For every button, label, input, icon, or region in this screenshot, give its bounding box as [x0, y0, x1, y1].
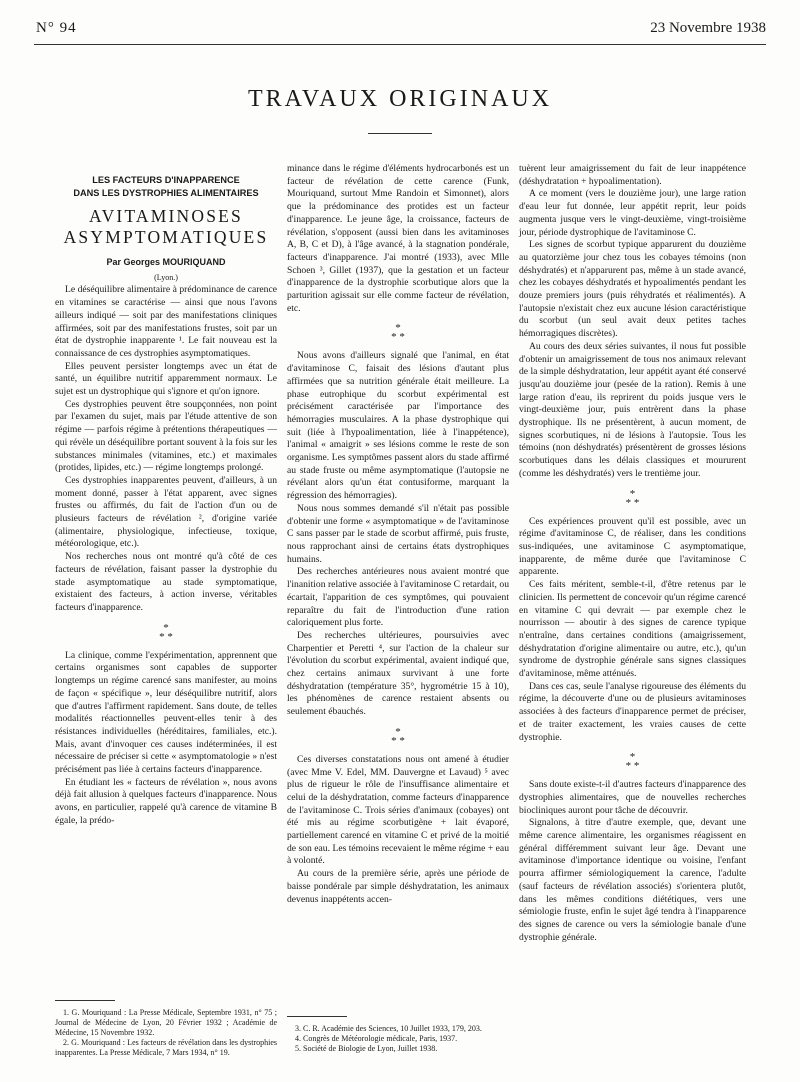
separator-star: * — [395, 322, 401, 335]
separator-star: * — [629, 487, 636, 500]
running-header — [36, 18, 766, 44]
paragraph: Dans ces cas, seule l'analyse rigoureuse des éléments du régime, la découverte d'une ou de plusieurs avitaminoses associées à des facteurs d'inapparence permet de préciser, et de traiter exactement, les vraies causes de cette dystrophie. — [519, 680, 746, 743]
header-rule — [34, 44, 766, 45]
footnote-rule — [287, 1016, 347, 1017]
article-author: Par Georges MOURIQUAND — [106, 257, 226, 267]
separator-star: * — [395, 725, 401, 738]
paragraph: Le déséquilibre alimentaire à prédominance de carence en vitamines se caractérise — ainsi que nous l'avons ailleurs indiqué — soit par des manifestations cliniques affirmées, soit par des manifestations frustes, soit par un état de dystrophie inapparente ¹. Le fait nouveau est la connaissance de ces dystrophies asymptomatiques. — [55, 284, 277, 359]
paragraph: minance dans le régime d'éléments hydrocarbonés est un facteur de révélation de cette carence (Funk, Mouriquand, surtout Mme Randoin et Simonnet), alors que la prédominance des protides est un facteur d'inapparence. Le jeune âge, la croissance, facteurs de révélation, s'opposent (aussi bien dans les avitaminoses A, B, C et D), à l'âge avancé, à la stagnation pondérale, facteurs d'inapparence. J'ai montré (1933), avec Mlle Schoen ³, Gillet (1937), que la gestation et un facteur d'inapparence de la dystrophie scorbutique alors que la parturition agissait sur elle comme facteur de révélation, etc. — [287, 163, 509, 314]
paragraph: A ce moment (vers le douzième jour), une large ration d'eau leur fut donnée, leur appétit reprit, leur poids augmenta jusque vers le vingt-deuxième, vingt-troisième jour, période dystrophique de l'avitaminose C. — [519, 188, 746, 238]
paragraph: Elles peuvent persister longtemps avec un état de santé, un équilibre nutritif apparemment normaux. Le sujet est un dystrophique qui s'ignore et qu'on ignore. — [55, 360, 277, 398]
paragraph: Ces faits méritent, semble-t-il, d'être retenus par le clinicien. Ils permettent de concevoir qu'un régime carencé en vitamine C qui devrait — par exemple chez le nourrisson — aboutir à des signes de carence typique n'entraîne, dans certaines conditions (amaigrissement, déshydratation d'origine alimentaire ou autre, etc.), qu'un syndrome de dystrophie générale sans signes classiques d'avitaminose, même atténués. — [519, 579, 746, 680]
footnote: 3. C. R. Académie des Sciences, 10 Juillet 1933, 179, 203. — [295, 1024, 482, 1033]
paragraph: Des recherches antérieures nous avaient montré que l'inanition relative associée à l'avitaminose C retardait, ou écartait, l'apparition de ces symptômes, qui pouvaient reparaître du fait de l'introduction d'une ration caloriquement plus forte. — [287, 566, 509, 629]
paragraph: Nous avons d'ailleurs signalé que l'animal, en état d'avitaminose C, faisait des lésions d'autant plus affirmées que sa nutrition générale était meilleure. La phase eutrophique du scorbut expérimental est précisément caractérisée par l'importance des hémorragies musculaires. A la phase dystrophique qui suit (liée à l'hypoalimentation, liée à l'inappétence), l'animal « amaigrit » ses lésions comme le reste de son organisme. Les symptômes passent alors du stade affirmé au stade fruste ou même asymptomatique (l'autopsie ne révélant alors qu'un état contusiforme, marquant la régression des hémorragies). — [287, 350, 509, 502]
footnote: 2. G. Mouriquand : Les facteurs de révélation dans les dystrophies inapparentes. La Presse Médicale, 7 Mars 1934, n° 19. — [55, 1038, 277, 1057]
column-2 — [287, 163, 509, 906]
paragraph: Sans doute existe-t-il d'autres facteurs d'inapparence des dystrophies alimentaires, que de nouvelles recherches biocliniques auront pour tâche de découvrir. — [519, 779, 746, 816]
paragraph: Les signes de scorbut typique apparurent du douzième au quatorzième jour chez tous les cobayes témoins (non déshydratés) et n'apparurent pas, même à un stade avancé, chez les cobayes déshydratés et hypoalimentés pendant les douze premiers jours (puis réhydratés et réalimentés). A l'autopsie n'existait chez eux aucune lésion caractéristique du scorbut (un seul avait deux petites taches hémorragiques discrètes). — [519, 239, 746, 340]
paragraph: La clinique, comme l'expérimentation, apprennent que certains organismes sont capables de supporter longtemps un régime carencé sans manifester, au moins de façon « spécifique », leur déséquilibre nutritif, alors que d'autres l'affirment rapidement. Sans doute, de telles modalités réactionnelles peuvent-elles tenir à des résistances individuelles (héréditaires, familiales, etc.). Mais, avant d'invoquer ces causes indéterminées, il est nécessaire de préciser si cette « asymptomatologie » n'est précisément pas liée à certains facteurs d'inapparence. — [55, 649, 277, 776]
separator-stars: * * — [159, 630, 173, 643]
article-title-line-1: AVITAMINOSES — [89, 206, 243, 226]
article-kicker-line-1: LES FACTEURS D'INAPPARENCE — [92, 175, 240, 185]
paragraph: Ces dystrophies inapparentes peuvent, d'ailleurs, à un moment donné, passer à l'état apparent, avec signes frustes ou affirmés, du fait de l'action d'un ou de plusieurs facteurs de révélation ², d'origine variée (alimentaire, physiologique, infectieuse, toxique, météorologique, etc.). — [55, 474, 277, 550]
footnote: 1. G. Mouriquand : La Presse Médicale, Septembre 1931, n° 75 ; Journal de Médecine de Lyon, 20 Février 1932 ; Académie de Médecine, 15 Novembre 1932. — [55, 1008, 277, 1037]
paragraph: Nos recherches nous ont montré qu'à côté de ces facteurs de révélation, faisant passer la dystrophie du stade asymptomatique au stade symptomatique, existaient des facteurs, à action inverse, véritables facteurs d'inapparence. — [55, 551, 277, 613]
paragraph: tuèrent leur amaigrissement du fait de leur inappétence (déshydratation + hypoalimentation). — [519, 163, 746, 187]
paragraph: Au cours des deux séries suivantes, il nous fut possible d'obtenir un amaigrissement de tous nos animaux relevant de la simple déshydratation, leur appétit ayant été conservé jusqu'au douzième jour (pesée de la ration). Remis à une large ration d'eau, ils reprirent du poids jusque vers le vingt-deuxième jour, puis entrèrent dans la phase dystrophique. Ils ne présentèrent, à aucun moment, de signes scorbutiques, ni de lésions à l'autopsie. Tous les témoins (non déshydratés) présentèrent de grosses lésions scorbutiques dans les délais classiques et moururent (comme les déshydratés) vers le trentième jour. — [519, 340, 746, 479]
separator-stars: * * — [391, 331, 405, 344]
separator-stars: * * — [625, 760, 640, 773]
section-separator — [287, 324, 509, 342]
footnote: 5. Société de Biologie de Lyon, Juillet 1938. — [295, 1044, 438, 1053]
separator-star: * — [163, 621, 169, 634]
author-city: (Lyon.) — [154, 272, 178, 282]
section-separator — [519, 487, 746, 509]
paragraph: En étudiant les « facteurs de révélation », nous avons déjà fait allusion à quelques facteurs d'inapparence. Nous avons, en particulier, rappelé qu'à carence de vitamine B égale, la prédo- — [55, 776, 277, 826]
paragraph: Des recherches ultérieures, poursuivies avec Charpentier et Peretti ⁴, sur l'action de la chaleur sur l'évolution du scorbut expérimental, avaient indiqué que, chez certains animaux survivant à une forte déshydratation (température 35°, hygrométrie 15 à 10), les phénomènes de carence restaient absents ou seulement ébauchés. — [287, 629, 509, 718]
issue-number: N° 94 — [36, 20, 77, 36]
paragraph: Ces expériences prouvent qu'il est possible, avec un régime d'avitaminose C, de réaliser, dans les conditions sus-indiquées, une avitaminose C asymptomatique, inapparente, de même durée que l'avitaminose C apparente. — [519, 515, 746, 578]
paragraph: Au cours de la première série, après une période de baisse pondérale par simple déshydratation, les animaux devenus inappétents accen- — [287, 868, 509, 905]
separator-stars: * * — [625, 496, 640, 509]
paragraph: Nous nous sommes demandé s'il n'était pas possible d'obtenir une forme « asymptomatique » de l'avitaminose C sans passer par le stade de scorbut affirmé, puis fruste, nous rapprochant ainsi de certains états dystrophiques humains. — [287, 502, 509, 565]
column-1 — [55, 174, 277, 828]
footnote-rule — [55, 1000, 115, 1001]
separator-star: * — [629, 751, 636, 764]
article-title-line-2: ASYMPTOMATIQUES — [63, 227, 269, 247]
paragraph: Ces dystrophies peuvent être soupçonnées, non point par l'examen du sujet, mais par l'étude attentive de son régime — parfois régime à prétentions thérapeutiques — qui révèle un déséquilibre portant souvent à la fois sur les substances minimales (vitamines, etc.) et maximales (protides, lipides, etc.) — régime longtemps prolongé. — [55, 398, 277, 474]
separator-stars: * * — [391, 734, 405, 747]
paragraph: Ces diverses constatations nous ont amené à étudier (avec Mme V. Edel, MM. Dauvergne et Lavaud) ⁵ avec plus de rigueur le rôle de l'insuffisance alimentaire et celui de la déshydratation, comme facteurs d'inapparence de l'avitaminose C. Trois séries d'animaux (cobayes) ont été mis au régime scorbutigène + lait évaporé, partiellement carencé en vitamine C et privé de la moitié de son eau. Les témoins recevaient le même régime + eau à volonté. — [287, 753, 509, 867]
footnotes-column-1 — [55, 1008, 277, 1058]
paragraph: Signalons, à titre d'autre exemple, que, devant une même carence alimentaire, les organismes réagissent en général différemment suivant leur âge. Devant une avitaminose d'importance identique ou voisine, l'enfant pourra affirmer sémiologiquement la carence, l'adulte (sauf facteurs de révélation associés) s'orientera plutôt, dans les mêmes conditions diététiques, vers une sémiologie fruste, enfin le sujet âgé tendra à l'inapparence des signes de carence ou vers la sémiologie banale d'une dystrophie générale. — [519, 817, 746, 943]
section-title: TRAVAUX ORIGINAUX — [247, 86, 553, 112]
footnotes-column-2 — [287, 1024, 509, 1054]
issue-date: 23 Novembre 1938 — [650, 20, 766, 36]
title-rule — [368, 133, 432, 134]
section-separator — [55, 621, 277, 643]
section-separator — [519, 753, 746, 771]
footnote: 4. Congrès de Météorologie médicale, Paris, 1937. — [295, 1034, 458, 1043]
article-kicker-line-2: DANS LES DYSTROPHIES ALIMENTAIRES — [73, 188, 259, 198]
column-3 — [519, 163, 746, 944]
section-separator — [287, 725, 509, 747]
